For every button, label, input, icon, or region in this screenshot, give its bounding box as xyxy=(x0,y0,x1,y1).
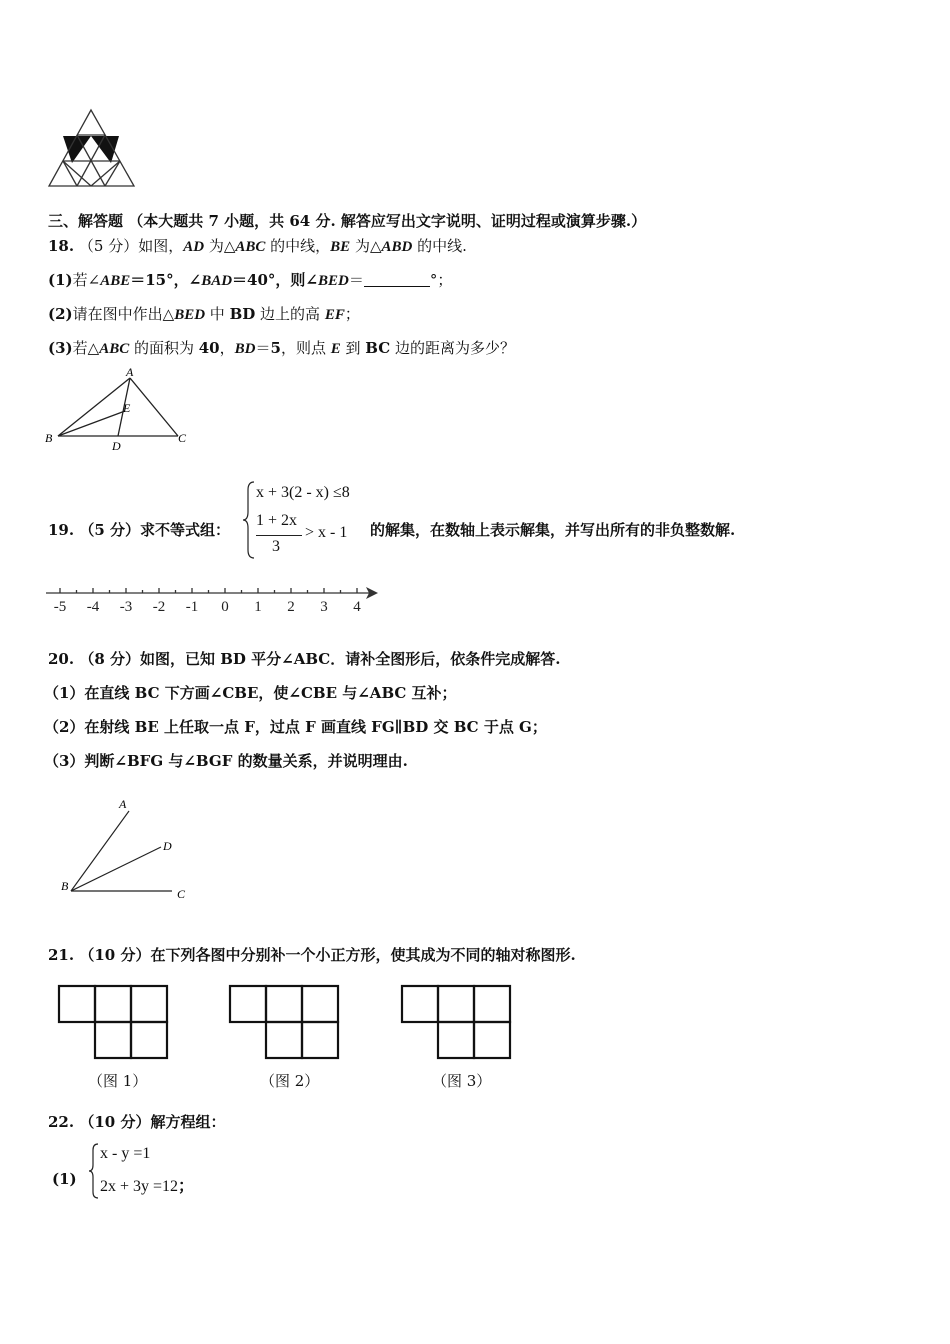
q20-part1: （1）在直线 BC 下方画∠CBE，使∠CBE 与∠ABC 互补； xyxy=(44,684,457,702)
q22-number: 22. xyxy=(48,1113,75,1131)
section-title: 三、解答题 xyxy=(48,212,124,230)
q21-text: （10 分）在下列各图中分别补一个小正方形，使其成为不同的轴对称图形. xyxy=(79,946,576,964)
q18-text: 中 xyxy=(205,305,230,323)
q19-number: 19. xyxy=(48,521,75,539)
q19-text: （5 分）求不等式组： xyxy=(79,521,231,539)
q18-text: 的面积为 xyxy=(129,339,199,357)
q19-fraction-numerator: 1 + 2x xyxy=(256,512,298,529)
q18-text: 请在图中作出△ xyxy=(72,305,175,323)
q21-caption-2: （图 2） xyxy=(260,1072,320,1090)
q18-text: 的中线. xyxy=(412,237,467,255)
number-line-label: 2 xyxy=(287,599,295,615)
number-line-label: 4 xyxy=(353,599,361,615)
q18-var: BED xyxy=(174,307,206,323)
part-label: (2) xyxy=(48,305,73,323)
q22-text: （10 分）解方程组： xyxy=(79,1113,226,1131)
q19-inequality-2-rhs: > x - 1 xyxy=(305,524,348,541)
q18-var: 5 xyxy=(270,339,281,357)
part-label: (3) xyxy=(48,339,73,357)
q20-number: 20. xyxy=(48,650,75,668)
q18-var: BD xyxy=(234,341,256,357)
number-line-labels xyxy=(54,599,362,615)
q18-text: ， xyxy=(219,339,235,357)
q18-text: 为△ xyxy=(350,237,382,255)
q18-text: 若△ xyxy=(72,339,100,357)
q18-var: BAD xyxy=(201,273,233,289)
label-C: C xyxy=(177,887,186,901)
q18-var: ABC xyxy=(235,239,266,255)
label-C: C xyxy=(178,431,187,445)
q18-var: BED xyxy=(317,273,349,289)
q22-equation-2 xyxy=(100,1173,194,1196)
q18-var: BD xyxy=(229,305,256,323)
q18-part1 xyxy=(48,270,452,291)
answer-blank[interactable] xyxy=(364,272,430,287)
q18-stem xyxy=(48,236,467,257)
label-B: B xyxy=(45,431,53,445)
q21-grid-figure-1 xyxy=(57,984,169,1060)
q18-text: ＝40°，则∠ xyxy=(232,271,318,289)
shaded-triangle-left xyxy=(63,136,91,163)
q18-text: 若∠ xyxy=(72,271,101,289)
q18-part2 xyxy=(48,304,360,325)
q19-tail-text: 的解集，在数轴上表示解集，并写出所有的非负整数解. xyxy=(370,521,736,539)
number-line-label: -5 xyxy=(53,599,67,615)
q19-brace xyxy=(242,480,256,560)
q18-var: ABE xyxy=(100,273,131,289)
q18-text: ； xyxy=(344,305,360,323)
q18-text: ＝ xyxy=(255,339,271,357)
q22-part1-label: (1) xyxy=(52,1170,77,1188)
q20-angle-figure xyxy=(55,795,205,907)
q18-triangle-figure xyxy=(40,366,200,456)
q18-text: ＝15°，∠ xyxy=(130,271,202,289)
q18-var: E xyxy=(330,341,341,357)
q18-var: BC xyxy=(365,339,391,357)
q18-number: 18. xyxy=(48,237,75,255)
q18-text: 为△ xyxy=(204,237,236,255)
q22-stem xyxy=(48,1112,225,1132)
q18-text: °； xyxy=(429,271,453,289)
label-B: B xyxy=(61,879,69,893)
q22-brace xyxy=(88,1142,100,1200)
q22-tail: ； xyxy=(178,1178,195,1195)
number-line-label: -2 xyxy=(152,599,166,615)
q22-equation-2-text: 2x + 3y =12 xyxy=(100,1178,179,1195)
q18-text: 到 xyxy=(340,339,366,357)
q20-part3: （3）判断∠BFG 与∠BGF 的数量关系，并说明理由. xyxy=(44,752,408,770)
number-line-label: -3 xyxy=(119,599,133,615)
section-3-heading xyxy=(48,211,646,231)
label-D: D xyxy=(112,439,121,453)
q18-var: EF xyxy=(324,307,345,323)
q21-number: 21. xyxy=(48,946,75,964)
q18-text: 边上的高 xyxy=(255,305,325,323)
q18-score: （5 分） xyxy=(78,237,139,255)
number-line-label: -4 xyxy=(86,599,100,615)
q19-fraction-bar xyxy=(256,535,302,536)
q18-var: ABC xyxy=(99,341,130,357)
q22-equation-1: x - y =1 xyxy=(100,1145,151,1162)
q18-part3 xyxy=(48,338,515,359)
q18-text: 如图， xyxy=(138,237,184,255)
q18-var: ABD xyxy=(381,239,413,255)
q18-var: BE xyxy=(330,239,351,255)
label-E: E xyxy=(123,401,131,415)
q20-stem xyxy=(48,649,560,669)
q19-inequality-1: x + 3(2 - x) ≤8 xyxy=(256,484,350,501)
number-line-label: 3 xyxy=(320,599,328,615)
label-A: A xyxy=(119,797,127,811)
q19-number-line xyxy=(40,582,380,616)
number-line-label: 0 xyxy=(221,599,229,615)
label-A: A xyxy=(126,366,134,379)
q19-fraction-denominator: 3 xyxy=(272,538,280,555)
q20-part2: （2）在射线 BE 上任取一点 F，过点 F 画直线 FG∥BD 交 BC 于点 G； xyxy=(44,718,547,736)
q19-number-and-text xyxy=(48,520,230,540)
q21-grid-figure-2 xyxy=(228,984,340,1060)
q18-text: ，则点 xyxy=(280,339,331,357)
q21-caption-3: （图 3） xyxy=(432,1072,492,1090)
q21-stem xyxy=(48,945,576,965)
section-note: （本大题共 7 小题，共 64 分. 解答应写出文字说明、证明过程或演算步骤.） xyxy=(128,212,647,230)
q21-grid-figure-3 xyxy=(400,984,512,1060)
shaded-triangle-right xyxy=(91,136,119,163)
q18-var: AD xyxy=(183,239,205,255)
number-line-label: -1 xyxy=(185,599,199,615)
label-D: D xyxy=(163,839,172,853)
triangle-grid-figure xyxy=(44,106,140,190)
q21-caption-1: （图 1） xyxy=(88,1072,148,1090)
q18-text: 边的距离为多少？ xyxy=(390,339,515,357)
q18-text: 的中线， xyxy=(265,237,331,255)
number-line-label: 1 xyxy=(254,599,262,615)
q20-text: （8 分）如图，已知 BD 平分∠ABC．请补全图形后，依条件完成解答. xyxy=(79,650,561,668)
q18-text: ＝ xyxy=(348,271,364,289)
part-label: (1) xyxy=(48,271,73,289)
q18-var: 40 xyxy=(198,339,220,357)
